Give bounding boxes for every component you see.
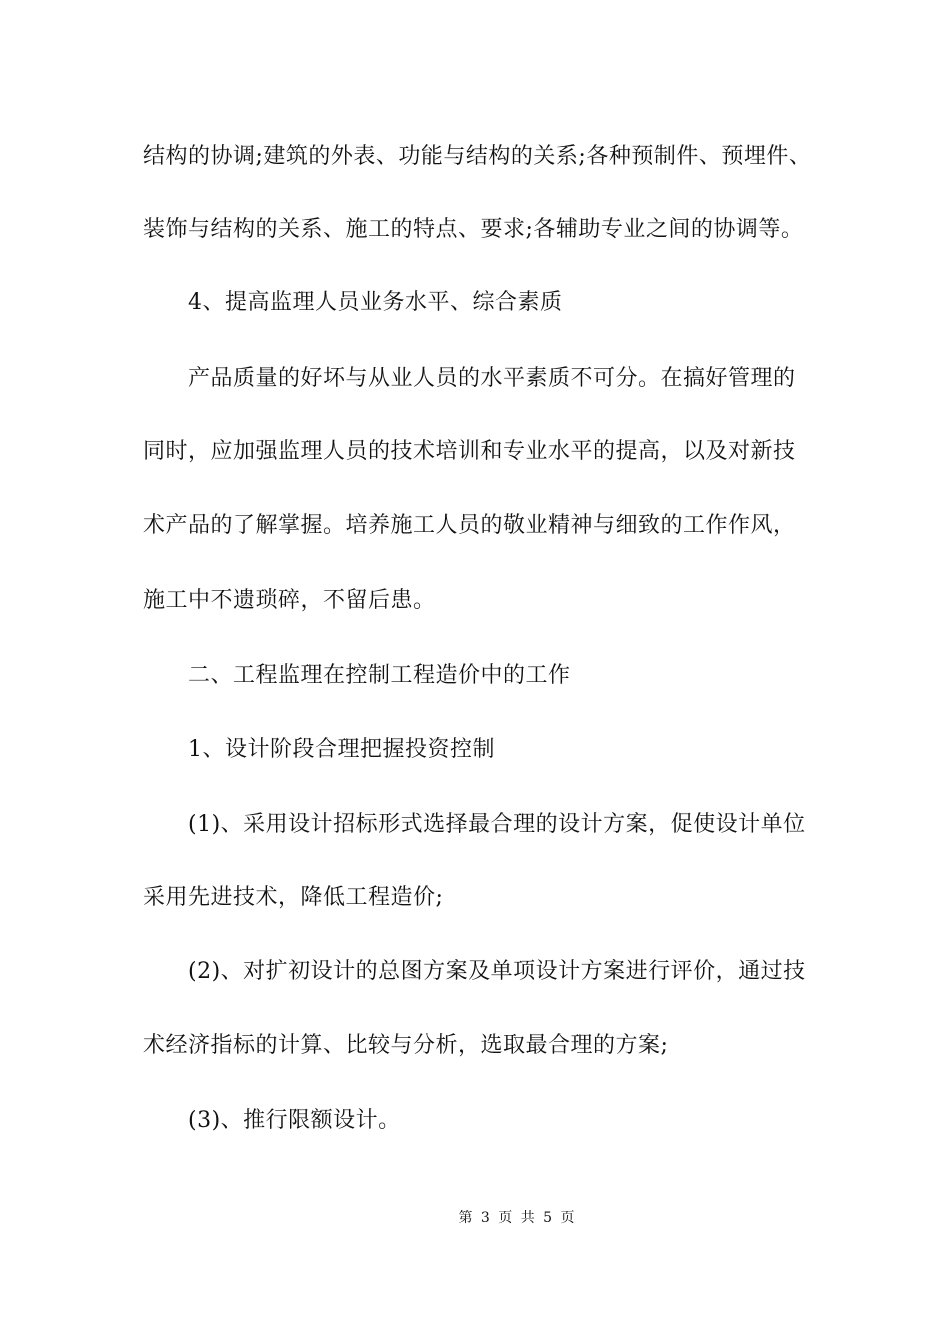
page-footer: 第 3 页 共 5 页 (458, 1210, 577, 1226)
text-line-1: 结构的协调;建筑的外表、功能与结构的关系;各种预制件、预埋件、 (143, 144, 812, 169)
section-heading-4: 4、提高监理人员业务水平、综合素质 (188, 290, 563, 315)
item-2-line-1: (2)、对扩初设计的总图方案及单项设计方案进行评价，通过技 (188, 959, 806, 984)
item-1-line-2: 采用先进技术，降低工程造价; (143, 885, 444, 910)
paragraph-line-3: 术产品的了解掌握。培养施工人员的敬业精神与细致的工作作风， (143, 513, 796, 538)
text-line-2: 装饰与结构的关系、施工的特点、要求;各辅助专业之间的协调等。 (143, 217, 804, 242)
paragraph-line-1: 产品质量的好坏与从业人员的水平素质不可分。在搞好管理的 (188, 366, 796, 391)
item-2-line-2: 术经济指标的计算、比较与分析，选取最合理的方案; (143, 1033, 669, 1058)
subsection-heading-1: 1、设计阶段合理把握投资控制 (188, 737, 495, 762)
item-1-line-1: (1)、采用设计招标形式选择最合理的设计方案，促使设计单位 (188, 812, 806, 837)
item-3-line-1: (3)、推行限额设计。 (188, 1108, 401, 1133)
paragraph-line-2: 同时，应加强监理人员的技术培训和专业水平的提高，以及对新技 (143, 439, 796, 464)
paragraph-line-4: 施工中不遗琐碎，不留后患。 (143, 588, 436, 613)
section-heading-2: 二、工程监理在控制工程造价中的工作 (188, 663, 571, 688)
